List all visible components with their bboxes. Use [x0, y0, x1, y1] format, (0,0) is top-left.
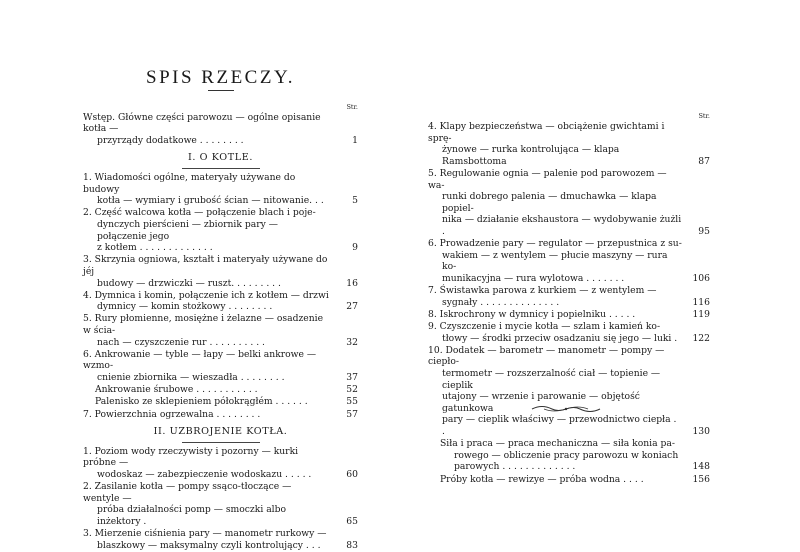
section-2-entries	[83, 446, 358, 552]
toc-page-number: 95	[698, 225, 710, 237]
toc-page-number: 130	[692, 426, 710, 437]
toc-line: 6. Ankrowanie — tyble — łapy — belki ankrowe — wzmo-	[83, 348, 317, 372]
toc-entry[interactable]	[428, 168, 710, 238]
toc-line: 5. Regulowanie ognia — palenie pod parowozem — wa-	[428, 167, 667, 191]
toc-line: żynowe — rurka kontrolująca — klapa Ramsbottoma	[442, 144, 620, 167]
toc-line: pary — cieplik właściwy — przewodnictwo ciepła . .	[442, 414, 677, 437]
toc-line: próba działalności pomp — smoczki albo inżektory .	[97, 504, 287, 527]
page-column-label: Str.	[346, 102, 358, 111]
left-page	[83, 67, 358, 552]
toc-line: 2. Zasilanie kotła — pompy ssąco-tłoczące — wentyle —	[83, 481, 292, 504]
toc-entry[interactable]	[428, 474, 710, 486]
toc-line: Palenisko ze sklepieniem półokrągłém . . . . . .	[95, 396, 308, 408]
page-title: SPIS RZECZY.	[146, 67, 295, 88]
toc-page-number: 106	[692, 272, 710, 284]
toc-entry[interactable]	[83, 290, 358, 313]
toc-entry-text	[428, 285, 682, 308]
toc-line: munikacyjna — rura wylotowa . . . . . . .	[442, 272, 625, 284]
toc-entry[interactable]	[83, 254, 358, 289]
toc-line: Ankrowanie śrubowe . . . . . . . . . . .	[95, 384, 258, 396]
toc-entry[interactable]	[83, 384, 358, 396]
toc-line: dynczych pierścieni — zbiornik pary — połączenie jego	[97, 218, 278, 242]
toc-line: dymnicy — komin stożkowy . . . . . . . .	[97, 301, 273, 313]
toc-page-number: 116	[692, 296, 710, 308]
section-heading-1: I. O KOTLE.	[187, 152, 253, 164]
toc-entry-text	[83, 313, 330, 348]
toc-entry[interactable]	[83, 446, 358, 481]
toc-entry[interactable]	[428, 438, 710, 473]
toc-page-number: 5	[352, 195, 358, 207]
toc-entry[interactable]	[428, 321, 710, 344]
toc-line: blaszkowy — maksymalny czyli kontrolujący . . .	[97, 539, 321, 551]
toc-line: kotła — wymiary i grubość ścian — nitowanie. . .	[97, 195, 324, 207]
toc-entry-text	[83, 349, 330, 384]
toc-line: termometr — rozszerzalność ciał — topienie — cieplik	[442, 368, 661, 391]
toc-entry-text	[428, 121, 682, 167]
right-page	[428, 112, 710, 486]
toc-entry[interactable]	[83, 172, 358, 207]
toc-line: wodoskaz — zabezpieczenie wodoskazu . . . . .	[97, 468, 312, 480]
toc-entry-text	[83, 290, 330, 313]
toc-line: parowych . . . . . . . . . . . . .	[454, 461, 576, 473]
toc-entry[interactable]	[428, 238, 710, 284]
toc-entry-text	[83, 528, 330, 551]
toc-page-number: 16	[346, 277, 358, 289]
toc-page-number: 52	[346, 384, 358, 396]
toc-entry-text	[83, 446, 330, 481]
toc-entry[interactable]	[83, 481, 358, 527]
toc-entry-text	[428, 238, 682, 284]
toc-entry[interactable]	[428, 309, 710, 321]
toc-page-number: 148	[692, 461, 710, 473]
section-1-entries	[83, 172, 358, 420]
toc-entry-intro[interactable]	[83, 112, 358, 147]
toc-entry-text	[95, 396, 330, 408]
toc-line: 7. Świstawka parowa z kurkiem — z wentylem —	[428, 285, 657, 297]
toc-page-number: 55	[346, 396, 358, 408]
toc-line: tłowy — środki przeciw osadzaniu się jego — luki .	[442, 332, 678, 344]
toc-entry-text	[440, 474, 682, 486]
toc-page-number: 83	[346, 539, 358, 551]
toc-page-number: 57	[346, 408, 358, 420]
toc-page-number: 87	[698, 155, 710, 167]
toc-line: 1. Poziom wody rzeczywisty i pozorny — kurki próbne —	[83, 445, 299, 469]
toc-entry[interactable]	[83, 207, 358, 253]
toc-line: 3. Skrzynia ogniowa, kształt i materyały używane do jéj	[83, 254, 328, 277]
toc-line: z kotłem . . . . . . . . . . . . .	[97, 242, 213, 254]
toc-line: nika — działanie ekshaustora — wydobywanie żużli .	[442, 214, 682, 237]
toc-entry-text	[83, 112, 330, 147]
toc-entry[interactable]	[428, 121, 710, 167]
toc-line: rowego — obliczenie pracy parowozu w koniach	[454, 449, 679, 461]
toc-entry-text	[83, 172, 330, 207]
section-rule	[182, 442, 260, 443]
toc-entry-text	[440, 438, 682, 473]
toc-entry-text	[428, 309, 682, 321]
toc-line: 4. Dymnica i komin, połączenie ich z kotłem — drzwi	[83, 289, 329, 301]
toc-line: wakiem — z wentylem — płucie maszyny — rura ko-	[442, 249, 668, 273]
page-column-label: Str.	[698, 112, 710, 120]
toc-line: 3. Mierzenie ciśnienia pary — manometr rurkowy —	[83, 528, 327, 540]
ornament-divider-icon	[530, 402, 602, 416]
toc-entry[interactable]	[83, 349, 358, 384]
toc-line: sygnały . . . . . . . . . . . . . .	[442, 296, 560, 308]
toc-line: Wstęp. Główne części parowozu — ogólne opisanie kotła —	[83, 111, 321, 135]
toc-line: 10. Dodatek — barometr — manometr — pompy — ciepło-	[428, 344, 665, 368]
toc-line: 6. Prowadzenie pary — regulator — przepustnica z su-	[428, 238, 682, 250]
toc-page-number: 122	[692, 332, 710, 344]
toc-entry[interactable]	[428, 345, 710, 438]
toc-entry-text	[428, 345, 682, 438]
toc-line: Próby kotła — rewizye — próba wodna . . . .	[440, 473, 644, 485]
toc-line: cnienie zbiornika — wieszadła . . . . . . . .	[97, 372, 285, 384]
toc-page-number: 60	[346, 468, 358, 480]
toc-line: 5. Rury płomienne, mosiężne i żelazne — osadzenie w ścia-	[83, 313, 324, 337]
toc-page-number: 1	[352, 134, 358, 146]
toc-line: 9. Czyszczenie i mycie kotła — szlam i kamień ko-	[428, 321, 661, 333]
toc-line: 2. Część walcowa kotła — połączenie blach i poje-	[83, 207, 316, 219]
toc-page-number: 32	[346, 336, 358, 348]
toc-line: utajony — wrzenie i parowanie — objętość gatunkowa	[442, 391, 640, 414]
toc-line: nach — czyszczenie rur . . . . . . . . . .	[97, 336, 265, 348]
toc-page-number: 119	[692, 308, 710, 320]
toc-line: Siła i praca — praca mechaniczna — siła konia pa-	[440, 438, 675, 450]
toc-entry[interactable]	[83, 409, 358, 421]
right-entries	[428, 121, 710, 485]
toc-entry-text	[83, 481, 330, 527]
toc-entry-text	[83, 254, 330, 289]
toc-line: przyrządy dodatkowe . . . . . . . .	[97, 134, 244, 146]
toc-page-number: 37	[346, 372, 358, 384]
toc-page-number: 27	[346, 301, 358, 313]
section-rule	[182, 168, 260, 169]
toc-line: 1. Wiadomości ogólne, materyały używane do budowy	[83, 171, 296, 195]
section-heading-2: II. UZBROJENIE KOTŁA.	[153, 426, 288, 438]
toc-entry[interactable]	[83, 396, 358, 408]
toc-page-number: 9	[352, 242, 358, 254]
toc-entry-text	[428, 321, 682, 344]
toc-entry[interactable]	[428, 285, 710, 308]
toc-page-number: 156	[692, 473, 710, 485]
toc-entry-text	[95, 384, 330, 396]
toc-page-number: 65	[346, 515, 358, 527]
toc-entry-text	[83, 409, 330, 421]
title-rule	[208, 90, 234, 91]
toc-line: 4. Klapy bezpieczeństwa — obciążenie gwichtami i sprę-	[428, 121, 665, 144]
toc-entry-text	[428, 168, 682, 238]
toc-line: 7. Powierzchnia ogrzewalna . . . . . . . .	[83, 408, 261, 420]
toc-line: 8. Iskrochrony w dymnicy i popielniku . . . . .	[428, 308, 636, 320]
toc-entry[interactable]	[83, 313, 358, 348]
toc-entry[interactable]	[83, 528, 358, 551]
toc-entry-text	[83, 207, 330, 253]
toc-line: runki dobrego palenia — dmuchawka — klapa popiel-	[442, 191, 657, 214]
toc-line: budowy — drzwiczki — ruszt. . . . . . . . .	[97, 277, 281, 289]
